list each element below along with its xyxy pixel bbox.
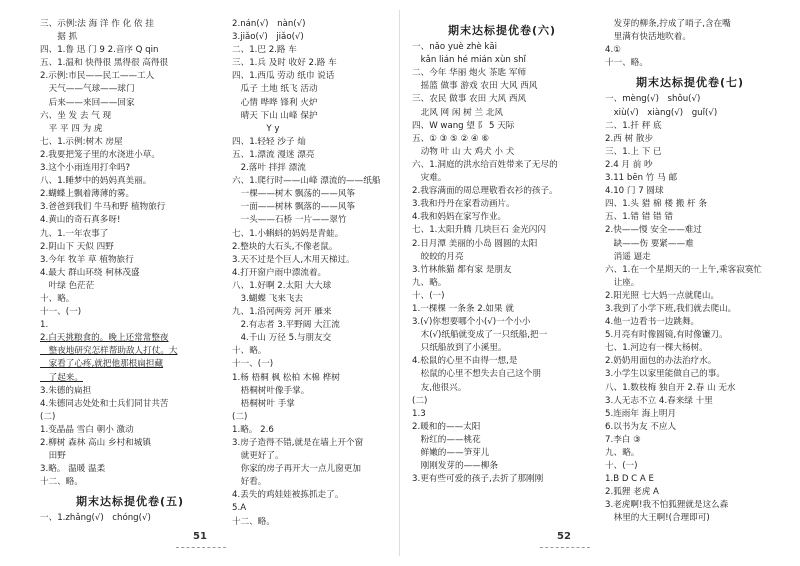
answer-line: 叶绿 色茫茫 — [40, 280, 95, 291]
answer-line: 1. — [40, 320, 49, 331]
answer-line: 2.暖和的——太阳 — [412, 421, 481, 432]
answer-line: 五、1.漂流 漫迷 漂亮 — [232, 149, 315, 160]
answer-line: 六、1.洞庭的洪水给百姓带来了无尽的 — [412, 159, 558, 170]
answer-line: 3.这个小雨连用打伞吗? — [40, 163, 131, 174]
answer-line: 粉红的——桃花 — [412, 434, 481, 445]
answer-line: (二) — [232, 411, 248, 422]
answer-line: 一、1.zhǎng(√) chóng(√) — [40, 513, 151, 524]
answer-line: 3.略。 温暖 温柔 — [40, 464, 106, 475]
answer-line: 一、mèng(√) shǒu(√) — [605, 94, 701, 105]
answer-line: 四、1.轻轻 沙子 灿 — [232, 136, 306, 147]
answer-line: 2.有志者 3.平野阔 大江流 — [232, 320, 340, 331]
answer-line: 七、1.小蝌蚪的妈妈是青蛙。 — [232, 228, 344, 239]
answer-line: 四、1.鲁 迅 门 9 2.音序 Q qin — [40, 45, 159, 56]
answer-line: 七、1.太阳升腾 几块巨石 金光闪闪 — [412, 225, 546, 236]
answer-line: 5.连雨年 海上明月 — [605, 408, 677, 419]
answer-line: 家看了心疼,就把他那根扁担藏 — [40, 359, 164, 370]
answer-line: 3.我到了小学下班,我们就去爬山。 — [605, 303, 737, 314]
answer-line: 3.老虎啊!我不怕狐狸就是这么森 — [605, 500, 729, 511]
answer-line: 3.房子造得不错,就是在墙上开个窗 — [232, 438, 364, 448]
answer-line: 三、农民 做事 农田 大风 西风 — [412, 94, 527, 105]
answer-line: 后来——来回——回家 — [40, 97, 135, 108]
answer-line: 2.落叶 拌拌 漂流 — [232, 163, 306, 174]
answer-line: 十、(一) — [412, 290, 445, 301]
answer-line: 2.白天挑粮食的。晚上还常常整夜 — [40, 333, 169, 344]
answer-line: 刚刚发芽的——柳条 — [412, 461, 498, 472]
answer-line: 动物 叶 山 大 鸡犬 小 犬 — [412, 146, 515, 157]
answer-line: 3.天不过是个巨人,木用天梯过。 — [232, 254, 355, 265]
answer-line: 2.示例:市民——民工——工人 — [40, 71, 155, 82]
answer-line: 平 平 四 为 虎 — [40, 123, 103, 134]
right-page — [400, 0, 800, 566]
answer-line: 四、1.头 猎 棉 楼 搬 杆 条 — [605, 199, 707, 210]
answer-line: 九、略。 — [412, 277, 447, 288]
answer-line: 九、1.一年农事了 — [40, 228, 109, 239]
answer-line: 四、1.西瓜 劳动 纸巾 说话 — [232, 71, 335, 82]
answer-line: 八、1.好啊 2.太阳 大大球 — [232, 280, 332, 291]
answer-line: 七、1.河边有一棵大杨树。 — [605, 343, 708, 354]
answer-line: 三、1.兵 及时 收好 2.路 车 — [232, 58, 337, 69]
answer-line: 4.千山 万径 5.与朋友交 — [232, 333, 332, 344]
answer-line: 缺——伤 要紧——难 — [605, 238, 694, 249]
answer-line: 五、① ③ ⑤ ② ④ ⑥ — [412, 133, 490, 144]
answer-line: 摇篮 做事 游戏 农田 大风 西风 — [412, 81, 538, 92]
answer-line: 2.西 树 散步 — [605, 133, 654, 144]
answer-line: 木(√)纸船就变成了一只纸船,把一 — [412, 330, 548, 341]
answer-line: 瓜子 土地 纸飞 活动 — [232, 84, 318, 95]
answer-line: 十二、略。 — [40, 477, 83, 488]
answer-line: kǎn lián hé mián xùn shǐ — [412, 55, 526, 66]
answer-line: 二、今年 华丽 炮火 茶匙 军师 — [412, 68, 527, 79]
answer-line: 六、坐 发 去 气 现 — [40, 110, 112, 121]
answer-line: 3.人无志不立 4.春来绿 十里 — [605, 395, 713, 406]
answer-line: 心情 哗哗 锋利 火炉 — [232, 97, 318, 108]
answer-line: 天气——气球——球门 — [40, 84, 135, 95]
answer-line: 2.我容满面的周总理敬看衣衫的孩子。 — [412, 186, 558, 197]
answer-line: 4.我和妈妈在家写作业。 — [412, 212, 507, 223]
answer-line: 友,他很兴。 — [412, 382, 467, 393]
answer-line: 九、略。 — [605, 448, 640, 458]
answer-line: 4.丢失的鸡娃娃被拣抓走了。 — [232, 490, 344, 501]
answer-line: 皎皎的月亮 — [412, 251, 464, 262]
section-title: 期末达标提优卷(六) — [447, 24, 557, 37]
answer-line: 1.变晶晶 雪白 朝小 激动 — [40, 424, 134, 435]
answer-line: 十一、(一) — [40, 307, 82, 318]
section-title: 期末达标提优卷(五) — [75, 495, 185, 509]
answer-line: 7.李白 ③ — [605, 434, 641, 445]
answer-line: 3.朱德的扁担 — [40, 385, 92, 396]
answer-line: 鲜嫩的——笋芽儿 — [412, 448, 490, 458]
answer-line: 三、示例:法 海 洋 作 化 依 挂 — [40, 19, 154, 29]
answer-line: 就更好了。 — [232, 451, 284, 462]
answer-line: 一、nǎo yuè zhè kāi — [412, 42, 498, 53]
answer-line: 十、略。 — [40, 293, 75, 304]
answer-line: 让座。 — [605, 277, 640, 288]
answer-line: 4.朱德同志处处和士兵们同甘共苦 — [40, 398, 169, 409]
section-title: 期末达标提优卷(七) — [635, 76, 745, 90]
answer-line: 四、W wang 望 阝 5 天际 — [412, 120, 515, 131]
answer-line: 1.B D C A E — [605, 474, 654, 485]
answer-line: 据 抓 — [40, 32, 78, 43]
answer-line: 4.打开窗户雨中漂流着。 — [232, 267, 327, 278]
answer-line: 消遥 逼走 — [605, 251, 651, 262]
answer-line: 2.奶奶用面包的办法治疗水。 — [605, 356, 717, 367]
answer-line: (二) — [40, 411, 56, 422]
answer-line: 3.更有些可爱的孩子,去折了那刚刚 — [412, 474, 544, 485]
answer-line: 六、1.在一个星期天的一上午,乘客寂寞忙 — [605, 264, 763, 275]
answer-column-2 — [232, 18, 392, 529]
answer-line: 2.阴山下 天似 四野 — [40, 241, 114, 252]
answer-line: 八、1.睡梦中的妈妈真美丽。 — [40, 176, 152, 187]
answer-line: 三、1.上 下 已 — [605, 146, 662, 157]
answer-line: 2.狐狸 老虎 A — [605, 487, 659, 498]
page-number-left: 51 — [193, 531, 207, 542]
answer-line: 6.以书为友 不应人 — [605, 421, 677, 432]
answer-line: 二、1.扦 秤 底 — [605, 120, 662, 131]
answer-line: 3.11 bēn 竹 马 邮 — [605, 173, 678, 184]
answer-line: 田野 — [40, 451, 66, 462]
answer-line: 3.我和丹丹在家看动画片。 — [412, 199, 515, 210]
answer-line: 好看。 — [232, 477, 267, 488]
answer-line: 3.小学生以家里能做自己的事。 — [605, 369, 725, 380]
answer-line: 十一、(一) — [232, 359, 274, 370]
answer-line: 2.阳光照 七大妈一点就爬山。 — [605, 290, 720, 301]
answer-line: 2.我要把笼子里的水浇进小草。 — [40, 149, 160, 160]
answer-line: 4.① — [605, 45, 621, 56]
answer-line: 1.略。 2.6 — [232, 424, 274, 435]
answer-line: 一棵——树木 飘荡的——风筝 — [232, 189, 356, 200]
answer-line: 发芽的柳条,拧成了哨子,含在嘴 — [605, 19, 731, 29]
answer-line: 五、1.错 错 错 错 — [605, 212, 673, 223]
answer-line: 十一、略。 — [605, 58, 648, 69]
answer-line: 2.nán(√) nàn(√) — [232, 19, 306, 29]
answer-line: Y y — [232, 123, 280, 134]
answer-column-4 — [605, 18, 775, 526]
answer-line: 五、1.温和 快得很 黑得很 高得很 — [40, 58, 169, 69]
answer-line: 1.杨 梧桐 枫 松柏 木棉 桦树 — [232, 372, 340, 383]
answer-line: 2.蝴蝶上飘着薄薄的雾。 — [40, 189, 135, 200]
answer-line: 七、1.示例:树木 房屋 — [40, 136, 123, 147]
answer-line: 十、(一) — [605, 461, 638, 472]
answer-line: 二、1.巴 2.路 车 — [232, 45, 297, 56]
answer-line: 六、1.爬行时——山峰 漂流的——纸船 — [232, 176, 381, 187]
answer-line: 八、1.数枝梅 独自开 2.春 山 无水 — [605, 382, 736, 393]
answer-line: 十、略。 — [232, 346, 267, 357]
answer-line: (二) — [412, 395, 428, 406]
answer-line: xiù(√) xiàng(√) guǐ(√) — [605, 107, 718, 118]
answer-line: 十二、略。 — [232, 516, 275, 527]
answer-line: 2.日月潭 美丽的小岛 圆圆的太阳 — [412, 238, 538, 249]
answer-column-1 — [40, 18, 220, 526]
answer-line: 你家的房子再开大一点儿窗更加 — [232, 464, 361, 475]
answer-line: 一头——石桥 一片——翠竹 — [232, 215, 347, 226]
answer-line: 2.4 月 前 吵 — [605, 159, 653, 170]
answer-column-3 — [412, 18, 592, 486]
answer-line: 3.爸爸到我们 牛马和野 植物旅行 — [40, 202, 166, 213]
answer-line: 5.月亮有时像圆镜,有时像镰刀。 — [605, 330, 728, 341]
answer-line: 九、1.沿河两旁 河开 雁来 — [232, 307, 332, 318]
answer-line: 林里的大王啊!(合理即可) — [605, 513, 710, 524]
answer-line: 2.整块的大石头,不像老鼠。 — [232, 241, 338, 252]
answer-line: 整夜地研究怎样帮助敌人打仗。大 — [40, 346, 178, 357]
answer-line: 梧桐树叶 手掌 — [232, 398, 295, 409]
answer-line: 3.(√)你想要哪个小(√)一个小小 — [412, 317, 531, 328]
answer-line: 北风 网 闲 树 兰 北风 — [412, 107, 504, 118]
answer-line: 4.黄山的奇石真多呀! — [40, 215, 121, 226]
answer-line: 里满有快活地吹着。 — [605, 32, 691, 43]
answer-line: 晴天 下山 山峰 保护 — [232, 110, 318, 121]
answer-line: 只纸船放到了小溪里。 — [412, 343, 507, 354]
answer-line: 2.快——慢 安全——难过 — [605, 225, 702, 236]
answer-line: 1.3 — [412, 408, 426, 419]
answer-line: 松鼠的心里不想失去自己这个朋 — [412, 369, 541, 380]
answer-line: 了起来。 — [40, 372, 83, 383]
answer-line: 3.jiǎo(√) jiǎo(√) — [232, 32, 304, 43]
answer-line: 3.蝴蝶 飞来飞去 — [232, 293, 304, 304]
answer-line: 4.10 门 7 圆球 — [605, 186, 664, 197]
answer-line: 灾难。 — [412, 173, 447, 184]
answer-line: 3.今年 牧羊 草 植物旅行 — [40, 254, 134, 265]
answer-line: 4.他一边看书一边跳舞。 — [605, 317, 700, 328]
answer-line: 4.松鼠的心里不由得一想,是 — [412, 356, 518, 367]
answer-line: 4.最大 群山环绕 柯林茂盛 — [40, 267, 140, 278]
answer-line: 3.竹林熊猫 都有家 是朋友 — [412, 264, 512, 275]
answer-line: 5.A — [232, 503, 247, 514]
page-number-right: 52 — [557, 531, 571, 542]
answer-line: 梧桐树叶像手掌。 — [232, 385, 310, 396]
answer-line: 1.一棵棵 一条条 2.如果 就 — [412, 303, 514, 314]
answer-line: 一面——树林 飘落的——风筝 — [232, 202, 356, 213]
answer-line: 2.柳树 森林 高山 乡村和城镇 — [40, 438, 151, 448]
